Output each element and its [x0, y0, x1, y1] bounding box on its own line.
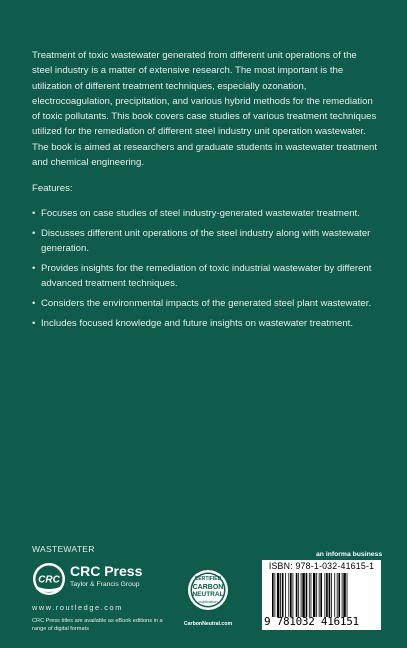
barcode-bar: [285, 573, 286, 617]
barcode-bar: [298, 573, 299, 617]
feature-item: [32, 261, 378, 292]
back-cover-description: Treatment of toxic wastewater generated from different unit operations of the steel industry is a matter of extensive research. The most important is the utilization of different treatment techniques, especially ozonation, electrocoagulation, precipitation, and various hybrid methods for the remediation of toxic pollutants. This book covers case studies of various treatment techniques utilized for the remediation of different steel industry unit operation wastewater. The book is aimed at researchers and graduate students in wastewater treatment and chemical engineering.: [32, 50, 378, 169]
barcode-bar: [277, 573, 279, 617]
features-list: [32, 206, 378, 336]
barcode-bar: [316, 573, 317, 617]
feature-text: Provides insights for the remediation of toxic industrial wastewater by different advanced treatment techniques.: [41, 263, 372, 290]
carbon-certified-text: CERTIFIED: [194, 576, 222, 582]
barcode-bar: [313, 573, 315, 617]
barcode-bar: [329, 573, 331, 617]
barcode-bar: [347, 573, 348, 617]
barcode-bar: [324, 573, 325, 617]
crc-press-logo-icon: [32, 562, 66, 596]
bullet-icon: •: [32, 227, 36, 239]
isbn-number: ISBN: 978-1-032-41615-1: [268, 561, 375, 571]
bullet-icon: •: [32, 263, 36, 275]
carbon-line1-text: CARBON: [192, 584, 224, 591]
barcode-bar: [342, 573, 343, 617]
barcode-bar: [290, 573, 292, 617]
barcode-bar: [309, 573, 310, 617]
barcode-bar: [282, 573, 284, 617]
barcode-bar: [293, 573, 294, 617]
publisher-website: www.routledge.com: [32, 603, 123, 612]
feature-text: Considers the environmental impacts of the generated steel plant wastewater.: [41, 298, 372, 310]
barcode-bar: [288, 573, 289, 617]
barcode-bar: [296, 573, 298, 617]
informa-tagline: an informa business: [316, 551, 383, 558]
carbon-neutral-url: CarbonNeutral.com: [183, 621, 233, 627]
publisher-name: CRC Press: [70, 563, 143, 579]
barcode-digits: 9 781032 416151: [264, 615, 359, 628]
carbon-publication-text: publication: [198, 599, 218, 604]
barcode-bar: [272, 573, 274, 617]
feature-text: Discusses different unit operations of the steel industry along with wastewater generation.: [41, 227, 371, 255]
ebook-note: CRC Press titles are available as eBook editions in a range of digital formats: [32, 618, 163, 632]
barcode-bar: [302, 573, 304, 617]
feature-item: [32, 316, 378, 331]
barcode-bar: [331, 573, 332, 617]
bullet-icon: •: [32, 208, 36, 219]
barcode-bar: [306, 573, 308, 617]
barcode-bar: [301, 573, 302, 617]
barcode-bar: [334, 573, 335, 617]
features-heading: Features:: [32, 183, 73, 194]
barcode-bar: [337, 573, 338, 617]
carbon-line2-text: NEUTRAL: [192, 591, 224, 598]
barcode-bar: [326, 573, 328, 617]
barcode-bar: [320, 573, 322, 617]
barcode-bar: [311, 573, 312, 617]
barcode-bar: [338, 573, 340, 617]
crc-logo-text: CRC: [38, 574, 60, 586]
publisher-block: [32, 560, 202, 600]
barcode-bar: [280, 573, 281, 617]
carbon-neutral-badge-icon: [186, 566, 230, 626]
feature-item: [32, 296, 378, 311]
feature-item: [32, 226, 378, 257]
feature-text: Includes focused knowledge and future insights on wastewater treatment.: [41, 318, 353, 330]
isbn-barcode-box: [262, 560, 381, 630]
feature-text: Focuses on case studies of steel industry-generated wastewater treatment.: [41, 208, 360, 219]
feature-item: [32, 206, 378, 221]
bullet-icon: •: [32, 298, 36, 310]
barcode-bar: [343, 573, 345, 617]
barcode-icon: [272, 573, 376, 617]
bullet-icon: •: [32, 318, 36, 330]
barcode-bar: [319, 573, 320, 617]
barcode-bar: [274, 573, 275, 617]
subject-category: WASTEWATER: [32, 544, 95, 554]
publisher-subtitle: Taylor & Francis Group: [70, 581, 140, 588]
